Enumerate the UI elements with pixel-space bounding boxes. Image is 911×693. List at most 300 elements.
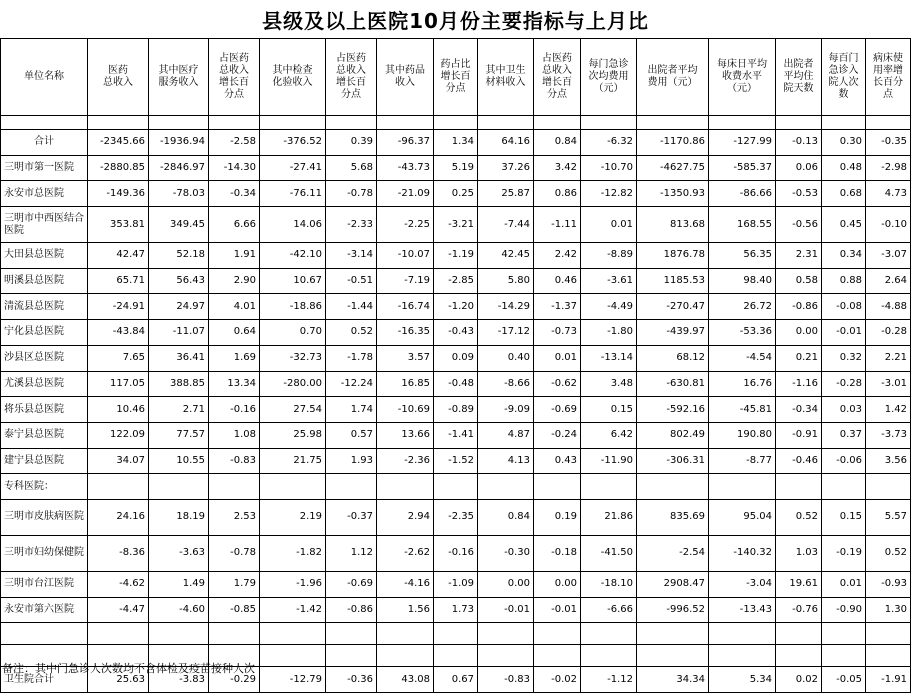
value-cell: 2.53 xyxy=(209,499,260,535)
value-cell: 4.87 xyxy=(478,422,534,448)
value-cell: 2908.47 xyxy=(637,571,709,597)
value-cell: 3.42 xyxy=(534,155,581,181)
value-cell: 2.21 xyxy=(866,345,911,371)
value-cell: 1876.78 xyxy=(637,243,709,269)
value-cell: 43.08 xyxy=(377,667,434,693)
value-cell: -149.36 xyxy=(88,181,149,207)
value-cell: -0.18 xyxy=(534,535,581,571)
value-cell: -1.20 xyxy=(434,294,478,320)
value-cell: 36.41 xyxy=(149,345,209,371)
value-cell: -96.37 xyxy=(377,130,434,156)
value-cell: -1.52 xyxy=(434,448,478,474)
unit-name-cell: 卫生院合计 xyxy=(1,667,88,693)
table-row xyxy=(1,345,911,371)
column-header: 占医药 总收入 增长百 分点 xyxy=(209,39,260,116)
value-cell: -2.62 xyxy=(377,535,434,571)
value-cell: 21.75 xyxy=(260,448,326,474)
empty-cell xyxy=(534,116,581,130)
unit-name-cell: 宁化县总医院 xyxy=(1,320,88,346)
column-header: 出院者平均 费用（元） xyxy=(637,39,709,116)
value-cell: 0.43 xyxy=(534,448,581,474)
value-cell: -585.37 xyxy=(709,155,776,181)
value-cell: -0.91 xyxy=(776,422,822,448)
column-header: 每百门 急诊入 院人次 数 xyxy=(822,39,866,116)
value-cell: 2.90 xyxy=(209,268,260,294)
value-cell: 5.34 xyxy=(709,667,776,693)
column-header: 每门急诊 次均费用 （元） xyxy=(581,39,637,116)
value-cell: -0.34 xyxy=(209,181,260,207)
value-cell: 16.85 xyxy=(377,371,434,397)
value-cell: 0.01 xyxy=(534,345,581,371)
empty-cell xyxy=(260,474,326,500)
value-cell: -53.36 xyxy=(709,320,776,346)
value-cell: -6.32 xyxy=(581,130,637,156)
value-cell: -0.83 xyxy=(478,667,534,693)
value-cell: -10.07 xyxy=(377,243,434,269)
value-cell: -0.36 xyxy=(326,667,377,693)
value-cell: 349.45 xyxy=(149,207,209,243)
value-cell: 1.93 xyxy=(326,448,377,474)
spacer-row xyxy=(1,116,911,130)
value-cell: -1.82 xyxy=(260,535,326,571)
empty-cell xyxy=(88,474,149,500)
unit-name-cell: 合计 xyxy=(1,130,88,156)
value-cell: -270.47 xyxy=(637,294,709,320)
table-row xyxy=(1,422,911,448)
value-cell: -12.79 xyxy=(260,667,326,693)
unit-name-cell: 尤溪县总医院 xyxy=(1,371,88,397)
empty-cell xyxy=(1,623,88,645)
empty-cell xyxy=(260,116,326,130)
column-header: 医药 总收入 xyxy=(88,39,149,116)
value-cell: -0.46 xyxy=(776,448,822,474)
table-row xyxy=(1,371,911,397)
value-cell: 56.43 xyxy=(149,268,209,294)
empty-cell xyxy=(822,645,866,667)
empty-cell xyxy=(434,645,478,667)
value-cell: 5.68 xyxy=(326,155,377,181)
empty-cell xyxy=(534,474,581,500)
value-cell: 0.57 xyxy=(326,422,377,448)
column-header: 其中药品 收入 xyxy=(377,39,434,116)
empty-cell xyxy=(260,623,326,645)
value-cell: 24.16 xyxy=(88,499,149,535)
value-cell: 2.64 xyxy=(866,268,911,294)
empty-cell xyxy=(581,474,637,500)
table-row xyxy=(1,535,911,571)
value-cell: 0.15 xyxy=(822,499,866,535)
value-cell: 168.55 xyxy=(709,207,776,243)
value-cell: 52.18 xyxy=(149,243,209,269)
value-cell: -24.91 xyxy=(88,294,149,320)
value-cell: 0.46 xyxy=(534,268,581,294)
empty-cell xyxy=(149,623,209,645)
value-cell: 0.01 xyxy=(581,207,637,243)
value-cell: 1.74 xyxy=(326,397,377,423)
empty-cell xyxy=(149,116,209,130)
value-cell: -4627.75 xyxy=(637,155,709,181)
table-row xyxy=(1,155,911,181)
value-cell: 1.79 xyxy=(209,571,260,597)
value-cell: -1.11 xyxy=(534,207,581,243)
value-cell: -0.28 xyxy=(822,371,866,397)
empty-cell xyxy=(88,116,149,130)
value-cell: -4.60 xyxy=(149,597,209,623)
value-cell: 0.32 xyxy=(822,345,866,371)
column-header: 药占比 增长百 分点 xyxy=(434,39,478,116)
value-cell: -10.70 xyxy=(581,155,637,181)
value-cell: 1.34 xyxy=(434,130,478,156)
empty-cell xyxy=(377,623,434,645)
value-cell: -1.80 xyxy=(581,320,637,346)
value-cell: -45.81 xyxy=(709,397,776,423)
value-cell: -2.36 xyxy=(377,448,434,474)
value-cell: -2880.85 xyxy=(88,155,149,181)
empty-cell xyxy=(326,474,377,500)
column-header: 其中检查 化验收入 xyxy=(260,39,326,116)
value-cell: 0.84 xyxy=(534,130,581,156)
value-cell: -86.66 xyxy=(709,181,776,207)
empty-cell xyxy=(326,645,377,667)
value-cell: -41.50 xyxy=(581,535,637,571)
value-cell: -0.86 xyxy=(326,597,377,623)
value-cell: 56.35 xyxy=(709,243,776,269)
value-cell: 0.02 xyxy=(776,667,822,693)
empty-cell xyxy=(478,474,534,500)
value-cell: -0.01 xyxy=(534,597,581,623)
empty-cell xyxy=(581,623,637,645)
value-cell: 26.72 xyxy=(709,294,776,320)
value-cell: -0.16 xyxy=(209,397,260,423)
value-cell: 117.05 xyxy=(88,371,149,397)
value-cell: -140.32 xyxy=(709,535,776,571)
empty-cell xyxy=(866,116,911,130)
column-header: 其中卫生 材料收入 xyxy=(478,39,534,116)
value-cell: 0.68 xyxy=(822,181,866,207)
unit-name-cell: 沙县区总医院 xyxy=(1,345,88,371)
value-cell: 5.57 xyxy=(866,499,911,535)
value-cell: -4.47 xyxy=(88,597,149,623)
value-cell: -0.29 xyxy=(209,667,260,693)
value-cell: 13.34 xyxy=(209,371,260,397)
specialty-section-row xyxy=(1,474,911,500)
value-cell: 95.04 xyxy=(709,499,776,535)
value-cell: -12.82 xyxy=(581,181,637,207)
value-cell: 34.07 xyxy=(88,448,149,474)
value-cell: 19.61 xyxy=(776,571,822,597)
value-cell: -1.91 xyxy=(866,667,911,693)
value-cell: -0.51 xyxy=(326,268,377,294)
value-cell: -1.44 xyxy=(326,294,377,320)
value-cell: 0.67 xyxy=(434,667,478,693)
value-cell: 0.45 xyxy=(822,207,866,243)
value-cell: -8.36 xyxy=(88,535,149,571)
specialty-section-label: 专科医院： xyxy=(1,474,88,500)
value-cell: 6.66 xyxy=(209,207,260,243)
value-cell: -0.34 xyxy=(776,397,822,423)
value-cell: 98.40 xyxy=(709,268,776,294)
value-cell: 42.45 xyxy=(478,243,534,269)
value-cell: -9.09 xyxy=(478,397,534,423)
value-cell: 3.48 xyxy=(581,371,637,397)
value-cell: 1.49 xyxy=(149,571,209,597)
value-cell: -1.96 xyxy=(260,571,326,597)
empty-cell xyxy=(209,474,260,500)
empty-cell xyxy=(776,474,822,500)
value-cell: -376.52 xyxy=(260,130,326,156)
empty-cell xyxy=(637,623,709,645)
empty-cell xyxy=(434,474,478,500)
value-cell: 190.80 xyxy=(709,422,776,448)
value-cell: 0.52 xyxy=(776,499,822,535)
value-cell: -2.25 xyxy=(377,207,434,243)
value-cell: -4.54 xyxy=(709,345,776,371)
value-cell: 0.15 xyxy=(581,397,637,423)
value-cell: -18.10 xyxy=(581,571,637,597)
value-cell: -1.42 xyxy=(260,597,326,623)
value-cell: -21.09 xyxy=(377,181,434,207)
value-cell: 0.00 xyxy=(776,320,822,346)
value-cell: -0.30 xyxy=(478,535,534,571)
unit-name-cell: 三明市台江医院 xyxy=(1,571,88,597)
value-cell: 24.97 xyxy=(149,294,209,320)
table-body xyxy=(1,116,911,693)
table-row xyxy=(1,571,911,597)
value-cell: 2.31 xyxy=(776,243,822,269)
value-cell: -0.01 xyxy=(822,320,866,346)
value-cell: 0.52 xyxy=(866,535,911,571)
value-cell: 65.71 xyxy=(88,268,149,294)
value-cell: 1.30 xyxy=(866,597,911,623)
value-cell: -592.16 xyxy=(637,397,709,423)
value-cell: -1.19 xyxy=(434,243,478,269)
empty-cell xyxy=(822,116,866,130)
value-cell: 27.54 xyxy=(260,397,326,423)
value-cell: 6.42 xyxy=(581,422,637,448)
value-cell: -0.69 xyxy=(534,397,581,423)
empty-cell xyxy=(822,623,866,645)
empty-cell xyxy=(709,623,776,645)
value-cell: -13.43 xyxy=(709,597,776,623)
empty-cell xyxy=(866,645,911,667)
value-cell: -0.53 xyxy=(776,181,822,207)
value-cell: -14.29 xyxy=(478,294,534,320)
value-cell: -76.11 xyxy=(260,181,326,207)
value-cell: 0.88 xyxy=(822,268,866,294)
value-cell: -0.62 xyxy=(534,371,581,397)
value-cell: -0.16 xyxy=(434,535,478,571)
value-cell: -14.30 xyxy=(209,155,260,181)
header-row xyxy=(1,39,911,116)
value-cell: -3.21 xyxy=(434,207,478,243)
empty-cell xyxy=(637,474,709,500)
table-row xyxy=(1,320,911,346)
value-cell: -13.14 xyxy=(581,345,637,371)
empty-cell xyxy=(478,116,534,130)
value-cell: 0.70 xyxy=(260,320,326,346)
value-cell: -4.62 xyxy=(88,571,149,597)
value-cell: -43.73 xyxy=(377,155,434,181)
table-row xyxy=(1,397,911,423)
empty-cell xyxy=(534,623,581,645)
value-cell: 2.42 xyxy=(534,243,581,269)
value-cell: 13.66 xyxy=(377,422,434,448)
value-cell: 0.64 xyxy=(209,320,260,346)
value-cell: -3.73 xyxy=(866,422,911,448)
unit-name-cell: 建宁县总医院 xyxy=(1,448,88,474)
column-header: 病床使 用率增 长百分 点 xyxy=(866,39,911,116)
value-cell: 1.08 xyxy=(209,422,260,448)
value-cell: 3.57 xyxy=(377,345,434,371)
empty-cell xyxy=(581,116,637,130)
value-cell: -16.74 xyxy=(377,294,434,320)
value-cell: 2.94 xyxy=(377,499,434,535)
value-cell: -0.02 xyxy=(534,667,581,693)
value-cell: -0.24 xyxy=(534,422,581,448)
empty-cell xyxy=(776,645,822,667)
table-row xyxy=(1,243,911,269)
value-cell: -8.89 xyxy=(581,243,637,269)
empty-cell xyxy=(534,645,581,667)
value-cell: -1.41 xyxy=(434,422,478,448)
value-cell: -0.10 xyxy=(866,207,911,243)
value-cell: -0.37 xyxy=(326,499,377,535)
empty-cell xyxy=(209,116,260,130)
table-row xyxy=(1,130,911,156)
value-cell: -3.83 xyxy=(149,667,209,693)
column-header: 每床日平均 收费水平 （元） xyxy=(709,39,776,116)
report-title: 县级及以上医院10月份主要指标与上月比 xyxy=(262,8,649,33)
value-cell: -1170.86 xyxy=(637,130,709,156)
value-cell: -2.85 xyxy=(434,268,478,294)
value-cell: -3.61 xyxy=(581,268,637,294)
value-cell: -0.73 xyxy=(534,320,581,346)
value-cell: -2345.66 xyxy=(88,130,149,156)
unit-name-cell: 永安市第六医院 xyxy=(1,597,88,623)
value-cell: -0.83 xyxy=(209,448,260,474)
value-cell: -127.99 xyxy=(709,130,776,156)
value-cell: -0.06 xyxy=(822,448,866,474)
value-cell: 0.30 xyxy=(822,130,866,156)
column-header: 其中医疗 服务收入 xyxy=(149,39,209,116)
empty-cell xyxy=(149,474,209,500)
spacer-row xyxy=(1,623,911,645)
value-cell: 0.00 xyxy=(534,571,581,597)
value-cell: 4.73 xyxy=(866,181,911,207)
value-cell: -8.77 xyxy=(709,448,776,474)
value-cell: -10.69 xyxy=(377,397,434,423)
unit-name-cell: 清流县总医院 xyxy=(1,294,88,320)
value-cell: -1.12 xyxy=(581,667,637,693)
indicator-table xyxy=(0,38,911,693)
value-cell: 0.52 xyxy=(326,320,377,346)
footnote: 备注：其中门急诊人次数均不含体检及疫苗接种人次 xyxy=(2,662,255,675)
value-cell: -27.41 xyxy=(260,155,326,181)
empty-cell xyxy=(434,623,478,645)
value-cell: 10.46 xyxy=(88,397,149,423)
empty-cell xyxy=(866,623,911,645)
value-cell: -0.13 xyxy=(776,130,822,156)
value-cell: -0.08 xyxy=(822,294,866,320)
value-cell: 0.00 xyxy=(478,571,534,597)
value-cell: -3.07 xyxy=(866,243,911,269)
value-cell: -2.98 xyxy=(866,155,911,181)
value-cell: 0.01 xyxy=(822,571,866,597)
value-cell: -11.90 xyxy=(581,448,637,474)
value-cell: 353.81 xyxy=(88,207,149,243)
empty-cell xyxy=(326,623,377,645)
value-cell: -0.28 xyxy=(866,320,911,346)
value-cell: -630.81 xyxy=(637,371,709,397)
value-cell: 1.91 xyxy=(209,243,260,269)
value-cell: -1.16 xyxy=(776,371,822,397)
value-cell: -32.73 xyxy=(260,345,326,371)
value-cell: 122.09 xyxy=(88,422,149,448)
value-cell: 0.03 xyxy=(822,397,866,423)
value-cell: -4.49 xyxy=(581,294,637,320)
value-cell: 0.48 xyxy=(822,155,866,181)
value-cell: -3.01 xyxy=(866,371,911,397)
value-cell: 10.67 xyxy=(260,268,326,294)
empty-cell xyxy=(637,645,709,667)
value-cell: 10.55 xyxy=(149,448,209,474)
value-cell: -4.88 xyxy=(866,294,911,320)
value-cell: 1.03 xyxy=(776,535,822,571)
unit-name-cell: 将乐县总医院 xyxy=(1,397,88,423)
value-cell: -0.90 xyxy=(822,597,866,623)
table-row xyxy=(1,181,911,207)
value-cell: 5.19 xyxy=(434,155,478,181)
value-cell: -8.66 xyxy=(478,371,534,397)
value-cell: 64.16 xyxy=(478,130,534,156)
unit-name-cell: 永安市总医院 xyxy=(1,181,88,207)
value-cell: -6.66 xyxy=(581,597,637,623)
value-cell: 0.25 xyxy=(434,181,478,207)
unit-name-cell: 三明市第一医院 xyxy=(1,155,88,181)
value-cell: -16.35 xyxy=(377,320,434,346)
table-row xyxy=(1,597,911,623)
empty-cell xyxy=(377,116,434,130)
value-cell: 34.34 xyxy=(637,667,709,693)
value-cell: 0.58 xyxy=(776,268,822,294)
value-cell: 16.76 xyxy=(709,371,776,397)
empty-cell xyxy=(822,474,866,500)
empty-cell xyxy=(326,116,377,130)
value-cell: -7.19 xyxy=(377,268,434,294)
column-header: 占医药 总收入 增长百 分点 xyxy=(534,39,581,116)
value-cell: -11.07 xyxy=(149,320,209,346)
table-row xyxy=(1,448,911,474)
value-cell: 1.69 xyxy=(209,345,260,371)
value-cell: -2.54 xyxy=(637,535,709,571)
value-cell: -0.43 xyxy=(434,320,478,346)
value-cell: 4.01 xyxy=(209,294,260,320)
value-cell: -17.12 xyxy=(478,320,534,346)
value-cell: -3.14 xyxy=(326,243,377,269)
value-cell: -0.35 xyxy=(866,130,911,156)
empty-cell xyxy=(377,645,434,667)
empty-cell xyxy=(709,116,776,130)
value-cell: 0.34 xyxy=(822,243,866,269)
value-cell: 0.06 xyxy=(776,155,822,181)
value-cell: -0.89 xyxy=(434,397,478,423)
value-cell: 77.57 xyxy=(149,422,209,448)
table-row xyxy=(1,207,911,243)
unit-name-cell: 三明市中西医结合医院 xyxy=(1,207,88,243)
value-cell: 802.49 xyxy=(637,422,709,448)
value-cell: 1.12 xyxy=(326,535,377,571)
value-cell: 1.73 xyxy=(434,597,478,623)
